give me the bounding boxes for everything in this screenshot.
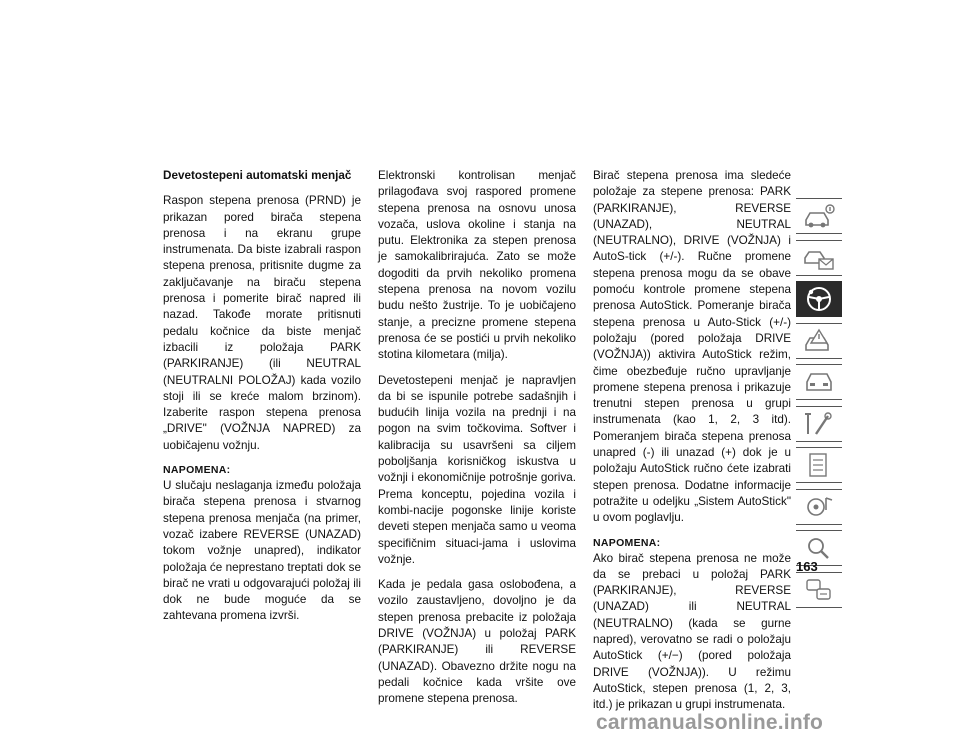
tools-icon (802, 410, 836, 438)
tab-car-front[interactable] (796, 364, 842, 400)
tab-steering-wheel[interactable] (796, 281, 842, 317)
checklist-icon (802, 451, 836, 479)
paragraph: Devetostepeni menjač je napravljen da bi se ispunile potrebe sadašnjih i budućih linija vozila na prednji i na pogon na svim točkovima. Softver i kalibracija su usavršeni sa ciljem poboljšanja korisničkog iskustva u vožnji i ekonomičnije potrošnje goriva. Prema konceptu, pojedina vozila i kombi-nacije pogonske linije koriste deveti stepen menjača samo u veoma specifičnim situaci-jama i uslovima vožnje. (378, 373, 576, 566)
tab-language[interactable] (796, 572, 842, 608)
note-title: NAPOMENA: (163, 464, 231, 477)
car-front-icon (802, 368, 836, 396)
section-heading: Devetostepeni automatski menjač (163, 169, 352, 182)
car-mail-icon (802, 244, 836, 272)
note-text: U slučaju neslaganja između položaja birača stepena prenosa i stvarnog stepena prenosa menjača (na primer, vozač izabere REVERSE (UNAZAD) tokom vožnje unapred), indikator položaja će neprestano treptati dok se birač ne vrati u odgovarajući položaj ili dok ne bude moguće da se zahtevana promena izvrši. (163, 479, 361, 623)
car-info-icon (802, 202, 836, 230)
note-title: NAPOMENA: (593, 536, 661, 549)
paragraph: Kada je pedala gasa oslobođena, a vozilo zaustavljeno, dovoljno je da stepen prenosa prebacite iz položaja DRIVE (VOŽNJA) u položaj PARK (PARKIRANJE) ili REVERSE (UNAZAD). Obavezno držite nogu na pedali kočnice kada vršite ove promene stepena prenosa. (378, 578, 576, 706)
tab-car-info[interactable] (796, 198, 842, 234)
tab-checklist[interactable] (796, 447, 842, 483)
multimedia-icon (802, 493, 836, 521)
note-text: Ako birač stepena prenosa ne može da se prebaci u položaj PARK (PARKIRANJE), REVERSE (UNAZAD) ili NEUTRAL (NEUTRALNO) (kada se gurne napred), verovatno se radi o položaju AutoStick (+/−) (pored položaja DRIVE (VOŽNJA)). U režimu AutoStick, stepen prenosa (1, 2, 3, itd.) je prikazan u grupi instrumenata. (593, 551, 791, 712)
chapter-index-tabs (796, 198, 844, 613)
magnifier-icon (802, 534, 836, 562)
tab-car-mail[interactable] (796, 240, 842, 276)
paragraph: Birač stepena prenosa ima sledeće položaje za stepene prenosa: PARK (PARKIRANJE), REVERSE (UNAZAD), NEUTRAL (NEUTRALNO), DRIVE (VOŽNJA) i AutoS-tick (+/-). Ručne promene stepena prenosa mogu da se obave pomoću kontrole promene stepena prenosa AutoStick. Pomeranje birača stepena prenosa u Auto-Stick (+/-) položaju (pored položaja DRIVE (VOŽNJA)) aktivira AutoStick režim, čime obezbeđuje ručno upravljanje promene stepena prenosa i prikazuje trenutni stepen prenosa u grupi instrumenata (kao 1, 2, 3 itd). Pomeranjem birača stepena prenosa unapred (-) ili unazad (+) dok je u položaju AutoStick ručno ćete izabrati stepen prenosa. Dodatne informacije potražite u odeljku „Sistem AutoStick" u ovom poglavlju. (593, 169, 791, 525)
tab-tools[interactable] (796, 406, 842, 442)
watermark: carmanualsonline.info (596, 711, 824, 734)
text-column-2 (378, 168, 576, 717)
paragraph: Elektronski kontrolisan menjač prilagođava svoj raspored promene stepena prenosa na osnovu unosa vozača, uslova okoline i stanja na putu. Elektronika za stepen prenosa je samokalibrirajuća. Zato se može dogoditi da prvih nekoliko promena stepena prenosa na novom vozilu budu nešto žustrije. To je uobičajeno stanje, a precizne promene stepena prenosa će se postići u prvih nekoliko stotina kilometara (milja). (378, 169, 576, 362)
language-icon (802, 576, 836, 604)
tab-car-warning[interactable] (796, 323, 842, 359)
paragraph: Raspon stepena prenosa (PRND) je prikazan pored birača stepena prenosa i na ekranu grupe instrumenata. Da biste izabrali raspon stepena prenosa, pritisnite dugme za zaključavanje na biraču stepena prenosa i pomerite birač napred ili nazad. Takođe morate pritisnuti pedalu kočnice da biste menjač izbacili iz položaja PARK (PARKIRANJE) (ili NEUTRAL (NEUTRALNI POLOŽAJ) kada vozilo stoji ili se kreće malom brzinom). Izaberite raspon stepena prenosa „DRIVE" (VOŽNJA NAPRED) za uobičajenu vožnju. (163, 194, 361, 452)
steering-wheel-icon (802, 285, 836, 313)
car-warning-icon (802, 327, 836, 355)
page-number: 163 (796, 559, 818, 574)
tab-multimedia[interactable] (796, 489, 842, 525)
text-column-3 (593, 168, 791, 714)
text-column-1 (163, 168, 361, 634)
